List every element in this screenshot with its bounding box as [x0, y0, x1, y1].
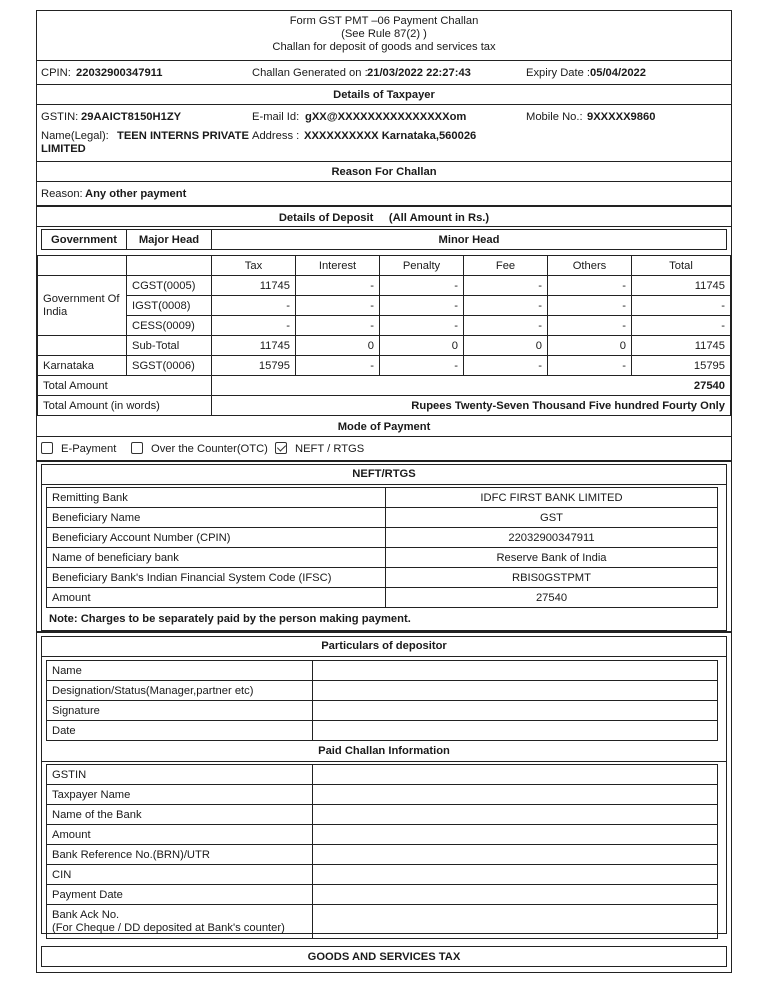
- table-row: Date: [47, 721, 718, 741]
- gstin-label: GSTIN:: [41, 111, 79, 123]
- depositor-table: [46, 660, 718, 741]
- cpin-label: CPIN:: [41, 67, 71, 79]
- paid-challan-title: Paid Challan Information: [318, 745, 450, 757]
- col-government: Government: [42, 230, 127, 250]
- address-label: Address :: [252, 130, 300, 142]
- table-row: Remitting Bank IDFC FIRST BANK LIMITED: [47, 488, 718, 508]
- table-row: Bank Reference No.(BRN)/UTR: [47, 845, 718, 865]
- table-row: Name of beneficiary bank Reserve Bank of India: [47, 548, 718, 568]
- payment-mode-title: Mode of Payment: [37, 415, 731, 436]
- reason-section-title: Reason For Challan: [37, 161, 731, 181]
- legal-name-label: Name(Legal):: [41, 130, 109, 142]
- bank-ack-label: Bank Ack No. (For Cheque / DD deposited at Bank's counter): [47, 905, 313, 939]
- mobile-value: 9XXXXX9860: [587, 111, 656, 123]
- form-subtitle: Challan for deposit of goods and services tax: [272, 41, 496, 53]
- table-row: Amount: [47, 825, 718, 845]
- otc-checkbox[interactable]: [131, 442, 143, 454]
- subheader-interest: Interest: [296, 256, 380, 276]
- expiry-label: Expiry Date :: [526, 67, 591, 79]
- footer-title: GOODS AND SERVICES TAX: [307, 951, 461, 963]
- major-head: Sub-Total: [127, 336, 212, 356]
- email-value: gXX@XXXXXXXXXXXXXXXom: [305, 111, 467, 123]
- payment-mode-row: [37, 436, 731, 460]
- major-head: CESS(0009): [127, 316, 212, 336]
- total-words-label: Total Amount (in words): [38, 396, 212, 416]
- table-row: Signature: [47, 701, 718, 721]
- subheader-total: Total: [632, 256, 731, 276]
- email-label: E-mail Id:: [252, 111, 300, 123]
- form-title: Form GST PMT –06 Payment Challan: [289, 15, 479, 27]
- generated-label: Challan Generated on :: [252, 67, 368, 79]
- table-row: Payment Date: [47, 885, 718, 905]
- subheader-penalty: Penalty: [380, 256, 464, 276]
- table-row: Name: [47, 661, 718, 681]
- col-minor-head: Minor Head: [212, 230, 727, 250]
- option-otc[interactable]: Over the Counter(OTC): [131, 442, 268, 456]
- state-name: Karnataka: [38, 356, 127, 376]
- table-row: [47, 905, 718, 939]
- legal-name-line1: TEEN INTERNS PRIVATE: [117, 130, 249, 142]
- footer-box: [41, 946, 727, 967]
- reason-value: Any other payment: [85, 188, 187, 200]
- total-amount-label: Total Amount: [38, 376, 212, 396]
- deposit-section-title: Details of Deposit (All Amount in Rs.): [37, 205, 731, 225]
- neft-section-title: NEFT/RTGS: [352, 468, 416, 480]
- option-e-payment[interactable]: E-Payment: [41, 442, 116, 456]
- table-row: Karnataka SGST(0006) 15795 - - - - 15795: [38, 356, 731, 376]
- cpin-value: 22032900347911: [76, 67, 163, 79]
- depositor-section-title: Particulars of depositor: [321, 640, 447, 652]
- table-row: CESS(0009) - - - - - -: [38, 316, 731, 336]
- col-major-head: Major Head: [127, 230, 212, 250]
- depositor-name-field: [313, 661, 718, 681]
- neft-table: [46, 487, 718, 608]
- challan-document: [36, 10, 732, 973]
- total-words-value: Rupees Twenty-Seven Thousand Five hundred Fourty Only: [212, 396, 731, 416]
- major-head: IGST(0008): [127, 296, 212, 316]
- challan-meta-row: [37, 60, 731, 84]
- form-header: [37, 15, 731, 54]
- table-row: Amount 27540: [47, 588, 718, 608]
- table-row: CIN: [47, 865, 718, 885]
- major-head: SGST(0006): [127, 356, 212, 376]
- table-row: Beneficiary Bank's Indian Financial System Code (IFSC) RBIS0GSTPMT: [47, 568, 718, 588]
- expiry-value: 05/04/2022: [590, 67, 646, 79]
- rule-reference: (See Rule 87(2) ): [341, 28, 427, 40]
- reason-label: Reason:: [41, 188, 83, 200]
- deposit-table: [37, 255, 731, 416]
- table-row: Government Of India CGST(0005) 11745 - - - - 11745: [38, 276, 731, 296]
- neft-rtgs-checkbox[interactable]: [275, 442, 287, 454]
- deposit-head-table: [41, 229, 727, 250]
- table-row: IGST(0008) - - - - - -: [38, 296, 731, 316]
- table-row: GSTIN: [47, 765, 718, 785]
- paid-challan-table: [46, 764, 718, 939]
- generated-value: 21/03/2022 22:27:43: [367, 67, 471, 79]
- subheader-others: Others: [548, 256, 632, 276]
- charges-note: Note: Charges to be separately paid by the person making payment.: [49, 613, 411, 625]
- e-payment-checkbox[interactable]: [41, 442, 53, 454]
- total-amount-value: 27540: [212, 376, 731, 396]
- table-row: Beneficiary Name GST: [47, 508, 718, 528]
- gstin-value: 29AAICT8150H1ZY: [81, 111, 182, 123]
- gov-india-cell: Government Of India: [38, 276, 127, 336]
- total-words-row: [38, 396, 731, 416]
- major-head: CGST(0005): [127, 276, 212, 296]
- table-row: Name of the Bank: [47, 805, 718, 825]
- address-value: XXXXXXXXXX Karnataka,560026: [304, 130, 477, 142]
- option-neft-rtgs[interactable]: NEFT / RTGS: [275, 442, 364, 456]
- table-row: Taxpayer Name: [47, 785, 718, 805]
- subheader-tax: Tax: [212, 256, 296, 276]
- mobile-label: Mobile No.:: [526, 111, 583, 123]
- table-row: Designation/Status(Manager,partner etc): [47, 681, 718, 701]
- taxpayer-section-title: Details of Taxpayer: [37, 84, 731, 104]
- table-row: Sub-Total 11745 0 0 0 0 11745: [38, 336, 731, 356]
- table-row: Beneficiary Account Number (CPIN) 22032900347911: [47, 528, 718, 548]
- total-row: [38, 376, 731, 396]
- subheader-fee: Fee: [464, 256, 548, 276]
- legal-name-line2: LIMITED: [41, 143, 86, 155]
- deposit-subheader-row: [38, 256, 731, 276]
